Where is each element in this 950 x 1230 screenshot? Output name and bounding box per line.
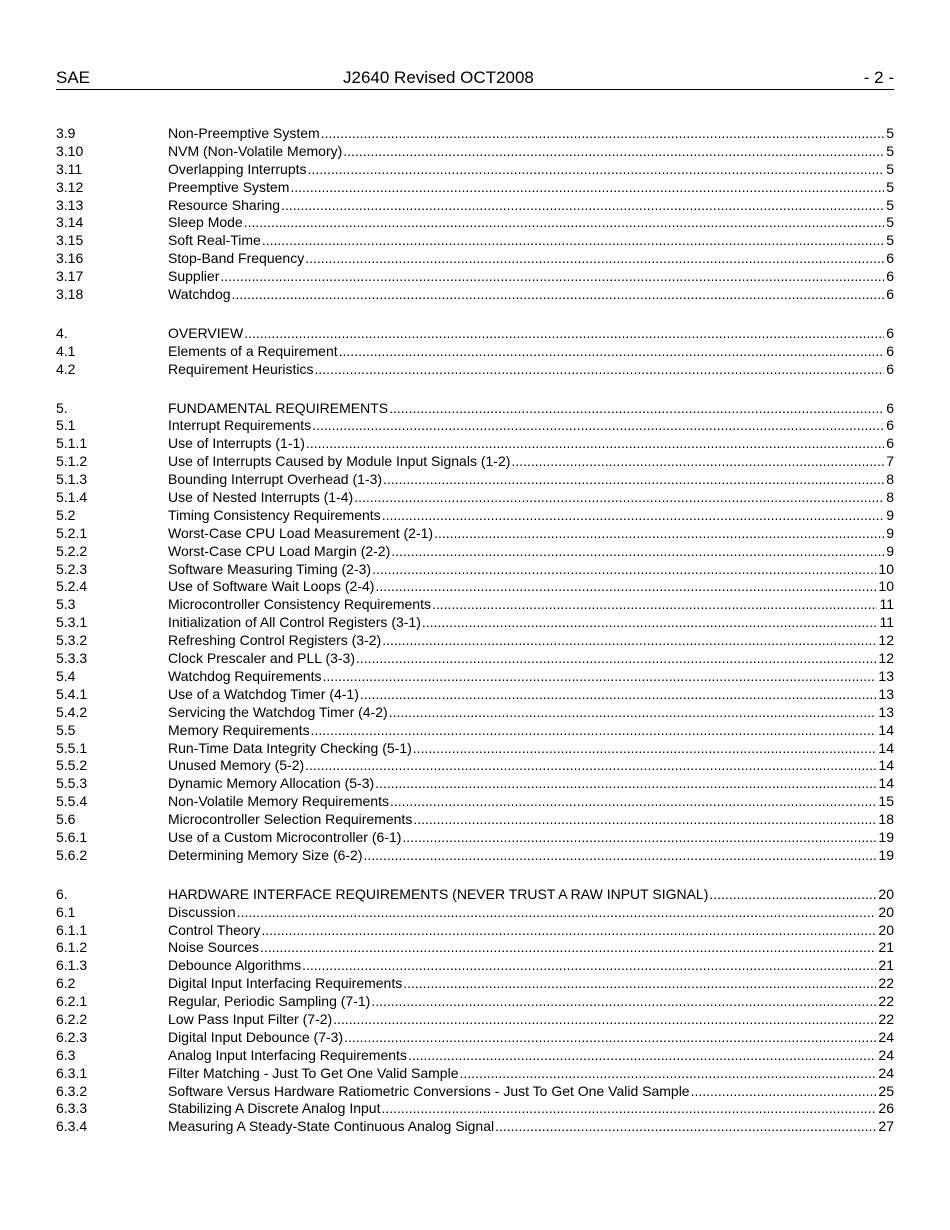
toc-entry-number: 5.4.2	[56, 703, 88, 720]
dot-leader	[237, 904, 877, 922]
toc-entry-page: 27	[878, 1118, 894, 1135]
toc-section	[56, 125, 894, 304]
toc-entry[interactable]	[56, 1118, 894, 1136]
toc-entry-title: Measuring A Steady-State Continuous Analog Signal	[168, 1118, 495, 1135]
toc-entry[interactable]	[56, 650, 894, 668]
toc-entry[interactable]	[56, 632, 894, 650]
toc-entry[interactable]	[56, 1029, 894, 1047]
toc-entry-title: Noise Sources	[168, 939, 260, 956]
toc-section	[56, 325, 894, 379]
toc-entry-title: Initialization of All Control Registers (3-1)	[168, 614, 421, 631]
toc-entry-number: 5.5.4	[56, 793, 88, 810]
toc-entry-title: Preemptive System	[168, 178, 290, 195]
toc-entry-title: Microcontroller Consistency Requirements	[168, 596, 431, 613]
toc-entry-title: Servicing the Watchdog Timer (4-2)	[168, 703, 388, 720]
dot-leader	[432, 596, 877, 614]
toc-entry-number: 6.	[56, 885, 68, 902]
toc-entry-page: 21	[878, 957, 894, 974]
toc-entry[interactable]	[56, 561, 894, 579]
toc-entry-page: 12	[878, 650, 894, 667]
toc-entry[interactable]	[56, 325, 894, 343]
toc-entry-title: Supplier	[168, 268, 220, 285]
toc-entry-number: 3.11	[56, 160, 83, 177]
dot-leader	[306, 435, 884, 453]
toc-entry-number: 5.	[56, 399, 68, 416]
toc-entry-title: Determining Memory Size (6-2)	[168, 846, 363, 863]
table-of-contents	[56, 125, 894, 1157]
toc-entry[interactable]	[56, 453, 894, 471]
toc-entry-title: Watchdog	[168, 286, 231, 303]
toc-entry-number: 5.5	[56, 721, 76, 738]
header-doc-id: J2640 Revised OCT2008	[343, 68, 534, 87]
dot-leader	[383, 471, 884, 489]
toc-entry-title: Requirement Heuristics	[168, 360, 314, 377]
toc-entry-number: 5.6.1	[56, 828, 88, 845]
dot-leader	[281, 197, 884, 215]
toc-entry[interactable]	[56, 757, 894, 775]
toc-entry-title: Memory Requirements	[168, 721, 310, 738]
toc-entry-number: 5.6	[56, 811, 76, 828]
toc-entry-number: 6.3.2	[56, 1082, 88, 1099]
toc-entry-number: 6.1.2	[56, 939, 88, 956]
toc-entry-title: Stop-Band Frequency	[168, 250, 305, 267]
toc-entry-page: 22	[878, 975, 894, 992]
toc-entry[interactable]	[56, 507, 894, 525]
dot-leader	[220, 268, 884, 286]
toc-entry-number: 3.16	[56, 250, 84, 267]
toc-entry-number: 6.1.1	[56, 921, 88, 938]
toc-entry-number: 3.9	[56, 125, 76, 141]
toc-entry-title: Software Versus Hardware Ratiometric Conversions - Just To Get One Valid Sample	[168, 1082, 690, 1099]
dot-leader	[371, 993, 876, 1011]
toc-entry-page: 5	[886, 125, 894, 141]
toc-entry-title: Stabilizing A Discrete Analog Input	[168, 1100, 381, 1117]
dot-leader	[381, 1100, 876, 1118]
toc-entry-page: 6	[886, 435, 894, 452]
toc-entry[interactable]	[56, 417, 894, 435]
toc-entry-title: Worst-Case CPU Load Measurement (2-1)	[168, 524, 434, 541]
toc-entry-title: Low Pass Input Filter (7-2)	[168, 1010, 333, 1027]
toc-entry[interactable]	[56, 197, 894, 215]
toc-entry-title: Digital Input Interfacing Requirements	[168, 975, 403, 992]
toc-entry-page: 6	[886, 250, 894, 267]
dot-leader	[709, 886, 876, 904]
toc-entry-page: 11	[879, 614, 894, 631]
dot-leader	[312, 417, 884, 435]
dot-leader	[290, 179, 884, 197]
toc-entry-title: Sleep Mode	[168, 214, 243, 231]
toc-entry[interactable]	[56, 268, 894, 286]
toc-entry-page: 5	[886, 142, 894, 159]
toc-entry-title: Microcontroller Selection Requirements	[168, 811, 413, 828]
toc-entry-page: 5	[886, 196, 894, 213]
toc-entry-number: 5.5.2	[56, 757, 88, 774]
dot-leader	[391, 543, 884, 561]
dot-leader	[372, 561, 876, 579]
toc-entry-number: 5.6.2	[56, 846, 88, 863]
toc-entry-page: 22	[878, 1010, 894, 1027]
toc-entry-title: Use of Nested Interrupts (1-4)	[168, 489, 354, 506]
toc-entry-page: 9	[886, 542, 894, 559]
dot-leader	[356, 650, 876, 668]
dot-leader	[691, 1083, 877, 1101]
toc-entry-title: Use of Software Wait Loops (2-4)	[168, 578, 375, 595]
toc-entry-title: Bounding Interrupt Overhead (1-3)	[168, 471, 383, 488]
toc-entry-page: 6	[886, 342, 894, 359]
toc-entry-number: 6.1	[56, 903, 76, 920]
dot-leader	[375, 578, 876, 596]
dot-leader	[360, 686, 877, 704]
toc-entry-number: 5.4	[56, 667, 76, 684]
dot-leader	[389, 400, 884, 418]
toc-entry[interactable]	[56, 543, 894, 561]
toc-entry[interactable]	[56, 232, 894, 250]
toc-entry-title: HARDWARE INTERFACE REQUIREMENTS (NEVER TRUST A RAW INPUT SIGNAL)	[168, 885, 709, 902]
dot-leader	[389, 704, 877, 722]
toc-entry-number: 4.1	[56, 342, 76, 359]
toc-entry-page: 6	[886, 360, 894, 377]
toc-entry-number: 6.2	[56, 975, 76, 992]
dot-leader	[323, 668, 877, 686]
dot-leader	[333, 1011, 876, 1029]
dot-leader	[413, 811, 876, 829]
toc-entry-number: 4.	[56, 324, 68, 341]
toc-section	[56, 886, 894, 1136]
toc-entry-number: 5.1.2	[56, 453, 88, 470]
toc-entry-page: 11	[879, 596, 894, 613]
toc-entry-title: Control Theory	[168, 921, 261, 938]
toc-entry-title: FUNDAMENTAL REQUIREMENTS	[168, 399, 389, 416]
toc-entry[interactable]	[56, 811, 894, 829]
dot-leader	[305, 757, 876, 775]
toc-entry[interactable]	[56, 704, 894, 722]
toc-entry-page: 14	[878, 739, 894, 756]
toc-entry[interactable]	[56, 471, 894, 489]
toc-entry[interactable]	[56, 400, 894, 418]
toc-entry[interactable]	[56, 722, 894, 740]
toc-entry-title: Filter Matching - Just To Get One Valid Sample	[168, 1064, 459, 1081]
toc-entry-number: 5.3.2	[56, 632, 88, 649]
dot-leader	[315, 361, 885, 379]
toc-entry-title: Software Measuring Timing (2-3)	[168, 560, 372, 577]
dot-leader	[403, 975, 876, 993]
toc-entry[interactable]	[56, 179, 894, 197]
toc-entry-page: 21	[878, 939, 894, 956]
toc-entry-title: Run-Time Data Integrity Checking (5-1)	[168, 739, 412, 756]
toc-entry[interactable]	[56, 1011, 894, 1029]
toc-entry-page: 6	[886, 399, 894, 416]
toc-entry[interactable]	[56, 250, 894, 268]
toc-entry-page: 19	[878, 846, 894, 863]
toc-entry-page: 8	[886, 471, 894, 488]
toc-entry-page: 14	[878, 721, 894, 738]
dot-leader	[495, 1118, 876, 1136]
toc-entry-title: Regular, Periodic Sampling (7-1)	[168, 993, 371, 1010]
toc-entry-page: 6	[886, 286, 894, 303]
dot-leader	[260, 939, 876, 957]
toc-entry-number: 6.3	[56, 1046, 76, 1063]
toc-entry-page: 19	[878, 828, 894, 845]
toc-entry-number: 3.10	[56, 142, 84, 159]
page-header	[56, 68, 894, 90]
dot-leader	[354, 489, 884, 507]
toc-entry-title: Non-Preemptive System	[168, 125, 320, 141]
dot-leader	[308, 161, 885, 179]
toc-entry[interactable]	[56, 740, 894, 758]
toc-entry-title: Unused Memory (5-2)	[168, 757, 305, 774]
toc-entry-page: 14	[878, 775, 894, 792]
toc-entry-number: 6.3.3	[56, 1100, 88, 1117]
toc-entry[interactable]	[56, 1065, 894, 1083]
toc-entry-title: Resource Sharing	[168, 196, 281, 213]
toc-entry-page: 14	[878, 757, 894, 774]
dot-leader	[402, 829, 876, 847]
toc-entry-page: 13	[878, 703, 894, 720]
toc-entry[interactable]	[56, 775, 894, 793]
toc-entry[interactable]	[56, 975, 894, 993]
toc-entry-title: Overlapping Interrupts	[168, 160, 307, 177]
toc-entry[interactable]	[56, 829, 894, 847]
toc-entry[interactable]	[56, 1100, 894, 1118]
toc-entry-number: 3.17	[56, 268, 84, 285]
toc-entry-number: 5.1.4	[56, 489, 88, 506]
toc-entry[interactable]	[56, 686, 894, 704]
toc-entry-number: 5.5.3	[56, 775, 88, 792]
toc-entry-number: 6.3.4	[56, 1118, 88, 1135]
dot-leader	[305, 250, 884, 268]
toc-entry-number: 3.15	[56, 232, 84, 249]
toc-entry-page: 18	[878, 811, 894, 828]
dot-leader	[344, 1029, 876, 1047]
toc-entry[interactable]	[56, 578, 894, 596]
toc-entry-page: 13	[878, 667, 894, 684]
dot-leader	[408, 1047, 876, 1065]
toc-entry-title: Non-Volatile Memory Requirements	[168, 793, 389, 810]
toc-entry[interactable]	[56, 904, 894, 922]
toc-entry-page: 24	[878, 1064, 894, 1081]
toc-entry-number: 6.2.1	[56, 993, 88, 1010]
dot-leader	[460, 1065, 877, 1083]
toc-entry-page: 10	[878, 560, 894, 577]
toc-entry[interactable]	[56, 343, 894, 361]
toc-entry-page: 20	[878, 903, 894, 920]
toc-entry[interactable]	[56, 1083, 894, 1101]
toc-entry[interactable]	[56, 886, 894, 904]
toc-entry-page: 24	[878, 1028, 894, 1045]
toc-entry-number: 5.1.3	[56, 471, 88, 488]
toc-entry-number: 5.1	[56, 417, 76, 434]
toc-entry-number: 3.14	[56, 214, 84, 231]
toc-entry-title: Digital Input Debounce (7-3)	[168, 1028, 344, 1045]
toc-entry-title: Use of a Watchdog Timer (4-1)	[168, 685, 359, 702]
toc-entry-page: 13	[878, 685, 894, 702]
dot-leader	[232, 286, 885, 304]
toc-entry-page: 6	[886, 324, 894, 341]
toc-entry-page: 10	[878, 578, 894, 595]
toc-entry-number: 5.2.4	[56, 578, 88, 595]
toc-entry[interactable]	[56, 793, 894, 811]
toc-entry-title: Elements of a Requirement	[168, 342, 338, 359]
toc-entry-number: 6.2.3	[56, 1028, 88, 1045]
toc-entry-page: 5	[886, 178, 894, 195]
toc-entry[interactable]	[56, 847, 894, 865]
toc-entry-page: 5	[886, 160, 894, 177]
toc-entry-page: 5	[886, 232, 894, 249]
toc-entry-title: Debounce Algorithms	[168, 957, 302, 974]
toc-entry-title: Worst-Case CPU Load Margin (2-2)	[168, 542, 391, 559]
toc-entry[interactable]	[56, 143, 894, 161]
toc-entry[interactable]	[56, 957, 894, 975]
toc-entry-page: 20	[878, 885, 894, 902]
toc-entry-page: 25	[878, 1082, 894, 1099]
toc-entry-page: 6	[886, 417, 894, 434]
toc-entry-title: Watchdog Requirements	[168, 667, 322, 684]
toc-entry-title: Analog Input Interfacing Requirements	[168, 1046, 407, 1063]
toc-entry-title: Clock Prescaler and PLL (3-3)	[168, 650, 356, 667]
toc-entry-number: 5.2.2	[56, 542, 88, 559]
toc-entry[interactable]	[56, 525, 894, 543]
toc-entry-page: 15	[878, 793, 894, 810]
dot-leader	[339, 343, 885, 361]
toc-entry-number: 5.3.1	[56, 614, 88, 631]
toc-entry[interactable]	[56, 489, 894, 507]
dot-leader	[434, 525, 884, 543]
toc-entry-page: 9	[886, 524, 894, 541]
toc-entry-title: Dynamic Memory Allocation (5-3)	[168, 775, 375, 792]
header-page-number: - 2 -	[863, 68, 894, 87]
toc-entry[interactable]	[56, 125, 894, 143]
toc-entry-title: Use of a Custom Microcontroller (6-1)	[168, 828, 402, 845]
toc-entry-page: 9	[886, 506, 894, 523]
dot-leader	[262, 232, 884, 250]
toc-entry[interactable]	[56, 214, 894, 232]
toc-entry-page: 26	[878, 1100, 894, 1117]
toc-entry-number: 5.2.1	[56, 524, 88, 541]
toc-entry-title: Use of Interrupts (1-1)	[168, 435, 305, 452]
toc-entry-title: Interrupt Requirements	[168, 417, 312, 434]
toc-entry-number: 4.2	[56, 360, 76, 377]
toc-entry[interactable]	[56, 596, 894, 614]
dot-leader	[382, 632, 876, 650]
toc-entry-number: 3.18	[56, 286, 84, 303]
dot-leader	[311, 722, 877, 740]
dot-leader	[375, 775, 876, 793]
toc-entry[interactable]	[56, 993, 894, 1011]
dot-leader	[382, 507, 885, 525]
toc-entry[interactable]	[56, 668, 894, 686]
toc-entry-page: 6	[886, 268, 894, 285]
toc-entry-page: 5	[886, 214, 894, 231]
toc-entry[interactable]	[56, 922, 894, 940]
toc-entry-number: 5.4.1	[56, 685, 88, 702]
toc-entry-number: 6.2.2	[56, 1010, 88, 1027]
toc-entry-title: Timing Consistency Requirements	[168, 506, 381, 523]
dot-leader	[422, 614, 878, 632]
toc-entry-page: 7	[886, 453, 894, 470]
header-org: SAE	[56, 68, 91, 87]
toc-entry-number: 6.3.1	[56, 1064, 88, 1081]
toc-section	[56, 400, 894, 865]
toc-entry[interactable]	[56, 361, 894, 379]
toc-entry-page: 22	[878, 993, 894, 1010]
dot-leader	[244, 214, 884, 232]
toc-entry-number: 5.2	[56, 506, 76, 523]
toc-entry[interactable]	[56, 286, 894, 304]
toc-entry-number: 5.2.3	[56, 560, 88, 577]
dot-leader	[244, 325, 884, 343]
dot-leader	[413, 740, 877, 758]
dot-leader	[321, 125, 884, 143]
toc-entry-number: 6.1.3	[56, 957, 88, 974]
toc-entry-number: 5.3.3	[56, 650, 88, 667]
toc-entry-title: Refreshing Control Registers (3-2)	[168, 632, 382, 649]
toc-entry-number: 5.3	[56, 596, 76, 613]
toc-entry-page: 12	[878, 632, 894, 649]
toc-entry-page: 20	[878, 921, 894, 938]
toc-entry[interactable]	[56, 614, 894, 632]
toc-entry[interactable]	[56, 939, 894, 957]
toc-entry-title: Use of Interrupts Caused by Module Input Signals (1-2)	[168, 453, 511, 470]
dot-leader	[302, 957, 876, 975]
toc-entry-title: NVM (Non-Volatile Memory)	[168, 142, 343, 159]
toc-entry-number: 5.5.1	[56, 739, 88, 756]
toc-entry-title: Discussion	[168, 903, 236, 920]
toc-entry[interactable]	[56, 161, 894, 179]
toc-entry-number: 3.12	[56, 178, 84, 195]
dot-leader	[343, 143, 884, 161]
dot-leader	[261, 922, 876, 940]
toc-entry-number: 5.1.1	[56, 435, 88, 452]
toc-entry-title: Soft Real-Time	[168, 232, 261, 249]
toc-entry-number: 3.13	[56, 196, 84, 213]
toc-entry-title: OVERVIEW	[168, 324, 244, 341]
toc-entry[interactable]	[56, 435, 894, 453]
dot-leader	[364, 847, 877, 865]
toc-entry-page: 24	[878, 1046, 894, 1063]
dot-leader	[390, 793, 876, 811]
toc-entry[interactable]	[56, 1047, 894, 1065]
toc-entry-page: 8	[886, 489, 894, 506]
dot-leader	[511, 453, 884, 471]
